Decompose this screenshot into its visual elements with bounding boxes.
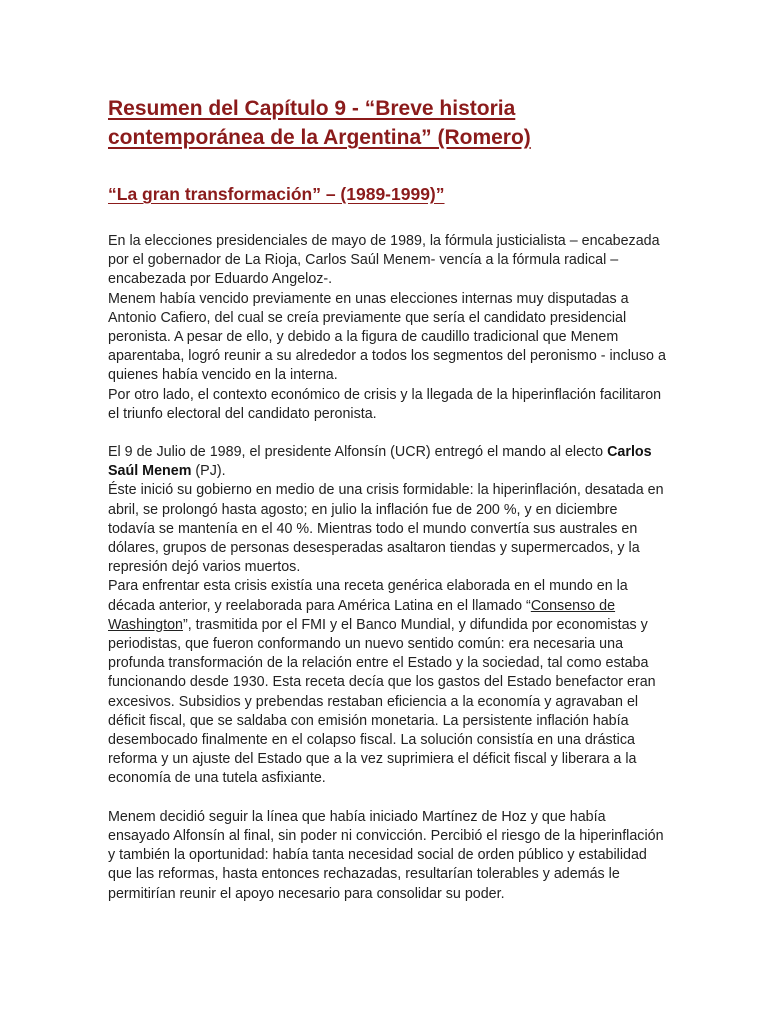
paragraph-menem-decision: Menem decidió seguir la línea que había iniciado Martínez de Hoz y que había ensayado Alfonsín al final, sin poder ni convicción. Percibió el riesgo de la hiperinflación y también la oportunidad: había tanta necesidad social de orden público y estabilidad que las reformas, hasta entonces rechazadas, resultarían tolerables y además le permitirían reunir el apoyo necesario para consolidar su poder.	[108, 808, 664, 902]
paragraph-economic-context: Por otro lado, el contexto económico de crisis y la llegada de la hiperinflación facilitaron el triunfo electoral del candidato peronista.	[108, 386, 662, 422]
paragraph-transfer-of-power	[108, 443, 668, 481]
paragraph-internal-elections: Menem había vencido previamente en unas elecciones internas muy disputadas a Antonio Cafiero, del cual se creía previamente que sería el candidato presidencial peronista. A pesar de ello, y debido a la figura de caudillo tradicional que Menem aparentaba, logró reunir a su alrededor a todos los segmentos del peronismo - incluso a quienes había vencido en la interna.	[108, 290, 666, 384]
document-title: Resumen del Capítulo 9 - “Breve historia contemporánea de la Argentina” (Romero)	[108, 97, 531, 149]
paragraph-hyperinflation: Éste inició su gobierno en medio de una crisis formidable: la hiperinflación, desatada en abril, se prolongó hasta agosto; en julio la inflación fue de 200 %, y en diciembre todavía se mantenía en el 40 %. Mientras todo el mundo convertía sus australes en dólares, grupos de personas desesperadas asaltaron tiendas y supermercados, y la represión dejó varios muertos.	[108, 482, 664, 576]
menem-name: Carlos Saúl Menem	[108, 444, 652, 480]
section-subtitle: “La gran transformación” – (1989-1999)”	[108, 184, 445, 204]
party-text: (PJ).	[191, 463, 226, 480]
paragraph-washington-consensus	[108, 577, 668, 788]
consensus-body-text: ”, trasmitida por el FMI y el Banco Mundial, y difundida por economistas y periodistas, que fueron conformando un nuevo sentido común: era necesaria una profunda transformación de la relación entre el Estado y la sociedad, tal como estaba funcionando desde 1930. Esta receta decía que los gastos del Estado benefactor eran excesivos. Subsidios y prebendas restaban eficiencia a la economía y agravaban el déficit fiscal, que se saldaba con emisión monetaria. La persistente inflación había desembocado finalmente en el colapso fiscal. La solución consistía en una drástica reforma y un ajuste del Estado que a la vez suprimiera el déficit fiscal y liberara a la economía de una tutela asfixiante.	[108, 616, 656, 787]
washington-consensus-link[interactable]: Consenso de Washington	[108, 597, 616, 633]
consensus-intro-text: Para enfrentar esta crisis existía una receta genérica elaborada en el mundo en la década anterior, y reelaborada para América Latina en el llamado “	[108, 578, 628, 614]
transfer-text: El 9 de Julio de 1989, el presidente Alfonsín (UCR) entregó el mando al electo	[108, 444, 608, 461]
paragraph-elections: En la elecciones presidenciales de mayo de 1989, la fórmula justicialista – encabezada por el gobernador de La Rioja, Carlos Saúl Menem- vencía a la fórmula radical – encabezada por Eduardo Angeloz-.	[108, 233, 660, 288]
